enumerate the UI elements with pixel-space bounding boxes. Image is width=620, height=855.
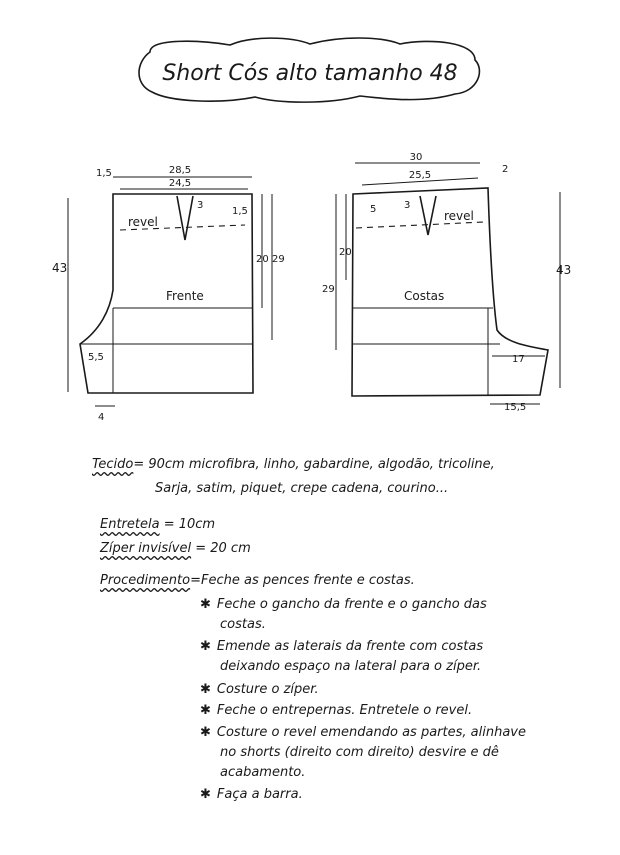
zipper-label: Zíper invisível xyxy=(100,541,192,556)
asterisk-icon: ✱ xyxy=(200,703,211,718)
asterisk-icon: ✱ xyxy=(200,682,211,697)
asterisk-icon: ✱ xyxy=(200,639,211,654)
zipper-value: = 20 cm xyxy=(195,541,251,556)
back-dim-waist-crotch: 29 xyxy=(322,284,335,295)
back-dim-crotch-ext: 17 xyxy=(512,354,525,365)
back-dim-corner: 2 xyxy=(502,164,509,175)
zipper-line xyxy=(100,542,251,555)
step-2: costas. xyxy=(220,617,266,632)
asterisk-icon: ✱ xyxy=(200,725,211,740)
front-dim-outseam: 43 xyxy=(52,261,68,275)
back-piece xyxy=(336,163,560,404)
step-4: deixando espaço na lateral para o zíper. xyxy=(220,659,482,674)
step-row xyxy=(200,788,303,801)
step-6: Feche o entrepernas. Entretele o revel. xyxy=(216,703,473,718)
front-dim-dart: 3 xyxy=(197,200,204,211)
back-dim-top-total: 30 xyxy=(409,152,423,163)
front-dim-side-top: 1,5 xyxy=(232,206,248,217)
fabric-line-1 xyxy=(92,458,495,471)
front-dim-waist-hip: 20 xyxy=(256,254,269,265)
procedure-label: Procedimento xyxy=(100,573,191,588)
asterisk-icon: ✱ xyxy=(200,787,211,802)
step-0: =Feche as pences frente e costas. xyxy=(190,573,415,588)
front-dim-corner: 1,5 xyxy=(96,168,112,179)
fabric-label: Tecido xyxy=(92,457,134,472)
asterisk-icon: ✱ xyxy=(200,597,211,612)
front-label: Frente xyxy=(166,289,204,303)
fabric-value-1: = 90cm microfibra, linho, gabardine, algodão, tricoline, xyxy=(133,457,495,472)
back-dim-side-top: 5 xyxy=(370,204,377,215)
front-revel-label: revel xyxy=(128,215,158,229)
step-row xyxy=(200,598,487,611)
back-dim-top-waist: 25,5 xyxy=(408,170,432,181)
fabric-line-2: Sarja, satim, piquet, crepe cadena, courino... xyxy=(155,481,449,496)
step-8: no shorts (direito com direito) desvire e dê xyxy=(220,745,499,760)
step-row xyxy=(200,683,319,696)
step-7: Costure o revel emendando as partes, alinhave xyxy=(216,725,526,740)
interfacing-line xyxy=(100,518,215,531)
back-dim-waist-hip: 20 xyxy=(339,247,352,258)
front-dim-top-total: 28,5 xyxy=(168,165,192,176)
step-10: Faça a barra. xyxy=(216,787,303,802)
back-label: Costas xyxy=(404,289,445,303)
front-dim-hem-offset: 4 xyxy=(98,412,105,423)
step-row xyxy=(200,704,472,717)
step-row xyxy=(200,726,526,739)
back-dim-outseam: 43 xyxy=(556,263,572,277)
step-1: Feche o gancho da frente e o gancho das xyxy=(216,597,487,612)
interfacing-value: = 10cm xyxy=(163,517,216,532)
back-dim-hem: 15,5 xyxy=(504,402,527,413)
page-title: Short Cós alto tamanho 48 xyxy=(162,61,458,86)
front-dim-crotch-ext: 5,5 xyxy=(88,352,104,363)
interfacing-label: Entretela xyxy=(100,517,160,532)
procedure-line xyxy=(100,574,415,587)
back-revel-label: revel xyxy=(444,209,474,223)
front-dim-waist-crotch: 29 xyxy=(272,254,285,265)
back-dim-dart: 3 xyxy=(404,200,411,211)
front-dim-top-waist: 24,5 xyxy=(168,178,192,189)
step-9: acabamento. xyxy=(220,765,306,780)
step-5: Costure o zíper. xyxy=(216,682,319,697)
step-row xyxy=(200,640,483,653)
step-3: Emende as laterais da frente com costas xyxy=(216,639,484,654)
